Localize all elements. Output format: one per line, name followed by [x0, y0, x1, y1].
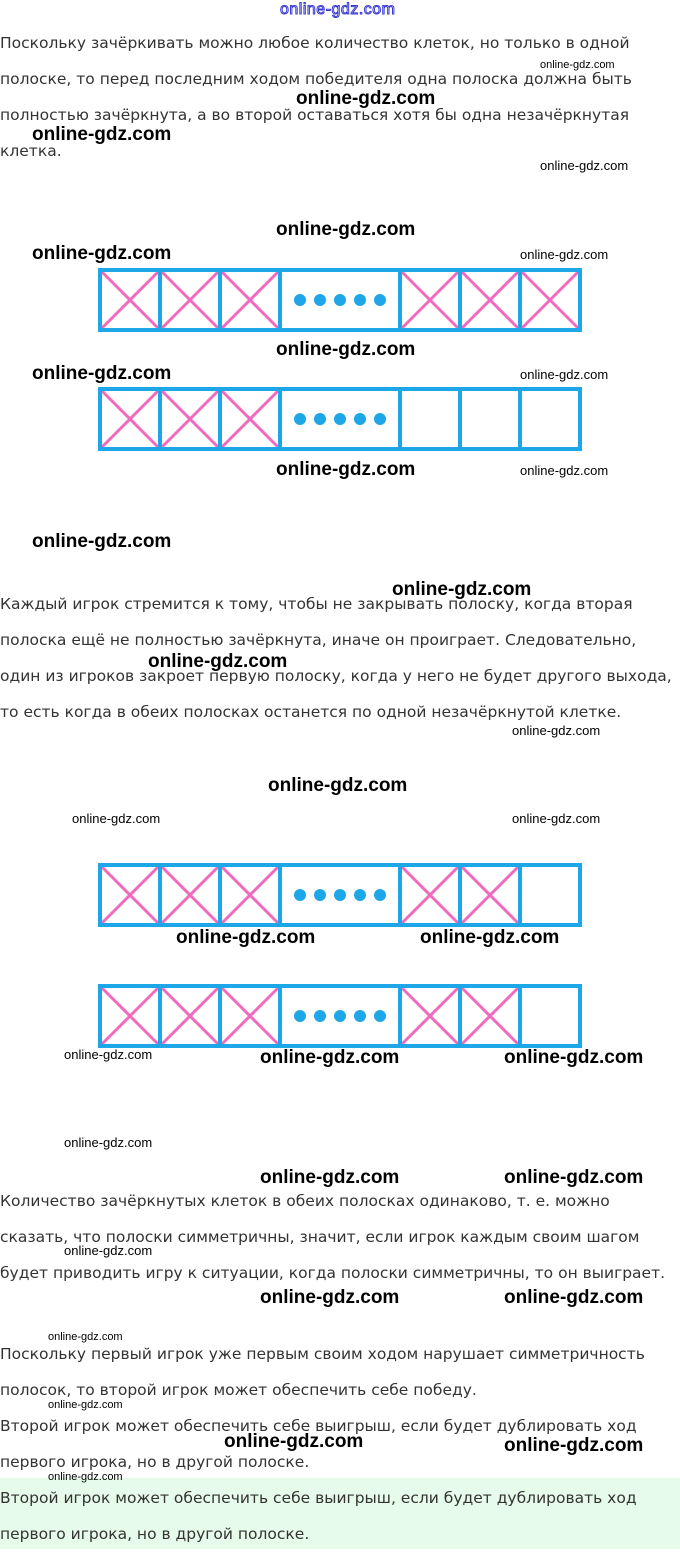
- cell-crossed: [100, 389, 160, 449]
- watermark: online-gdz.com: [32, 243, 172, 264]
- cell-crossed: [460, 270, 520, 330]
- dot: [294, 294, 306, 306]
- cell-dots: [280, 865, 400, 925]
- cell-empty: [520, 865, 580, 925]
- strip: [96, 861, 584, 931]
- watermark: online-gdz.com: [504, 1287, 644, 1308]
- cell-border: [520, 389, 580, 449]
- watermark: online-gdz.com: [64, 1243, 153, 1258]
- watermark: online-gdz.com: [520, 247, 609, 262]
- dot: [354, 889, 366, 901]
- cell-crossed: [160, 389, 220, 449]
- watermark: online-gdz.com: [276, 459, 416, 480]
- watermark: online-gdz.com: [420, 927, 560, 948]
- watermark: online-gdz.com: [504, 1047, 644, 1068]
- dot: [334, 1010, 346, 1022]
- watermark: online-gdz.com: [32, 124, 172, 145]
- cell-crossed: [160, 270, 220, 330]
- cell-crossed: [220, 270, 280, 330]
- cell-empty: [400, 389, 460, 449]
- cell-crossed: [400, 270, 460, 330]
- watermark: online-gdz.com: [64, 1047, 153, 1062]
- watermark: online-gdz.com: [48, 1331, 123, 1343]
- watermark: online-gdz.com: [512, 723, 601, 738]
- watermark: online-gdz.com: [48, 1471, 123, 1483]
- watermark: online-gdz.com: [260, 1287, 400, 1308]
- watermark: online-gdz.com: [276, 339, 416, 360]
- watermark: online-gdz.com: [504, 1167, 644, 1188]
- dot: [374, 889, 386, 901]
- dot: [354, 294, 366, 306]
- cell-crossed: [460, 865, 520, 925]
- cell-border: [520, 986, 580, 1046]
- dot: [294, 1010, 306, 1022]
- cell-crossed: [400, 986, 460, 1046]
- dot: [374, 1010, 386, 1022]
- watermark: online-gdz.com: [48, 1399, 123, 1411]
- cell-empty: [520, 389, 580, 449]
- watermark: online-gdz.com: [32, 531, 172, 552]
- paragraph-4: Поскольку первый игрок уже первым своим ходом нарушает симметричность полосок, то второй игрок может обеспечить себе победу.: [0, 1345, 645, 1399]
- watermark: online-gdz.com: [260, 1167, 400, 1188]
- dot: [294, 889, 306, 901]
- cell-dots: [280, 986, 400, 1046]
- cell-crossed: [220, 986, 280, 1046]
- watermark: online-gdz.com: [392, 579, 532, 600]
- watermark: online-gdz.com: [72, 811, 161, 826]
- dot: [294, 413, 306, 425]
- watermark: online-gdz.com: [540, 158, 629, 173]
- watermark: online-gdz.com: [176, 927, 316, 948]
- cell-border: [460, 389, 520, 449]
- cell-crossed: [520, 270, 580, 330]
- dot: [374, 294, 386, 306]
- cell-dots: [280, 389, 400, 449]
- cell-border: [520, 865, 580, 925]
- dot: [354, 1010, 366, 1022]
- cell-crossed: [160, 865, 220, 925]
- dot: [374, 413, 386, 425]
- watermark: online-gdz.com: [520, 463, 609, 478]
- dot: [334, 294, 346, 306]
- dot: [334, 413, 346, 425]
- watermark: online-gdz.com: [280, 1, 396, 18]
- cell-crossed: [100, 986, 160, 1046]
- cell-empty: [520, 986, 580, 1046]
- dot: [334, 889, 346, 901]
- strip: [96, 385, 584, 455]
- watermark: online-gdz.com: [540, 59, 615, 71]
- watermark: online-gdz.com: [512, 811, 601, 826]
- dot: [314, 889, 326, 901]
- answer-text: Второй игрок может обеспечить себе выигрыш, если будет дублировать ход первого игрока, но в другой полоске.: [0, 1489, 637, 1543]
- strip: [96, 982, 584, 1052]
- cell-crossed: [220, 389, 280, 449]
- watermark: online-gdz.com: [276, 219, 416, 240]
- dot: [314, 413, 326, 425]
- watermark: online-gdz.com: [268, 775, 408, 796]
- cell-border: [400, 389, 460, 449]
- dot: [314, 1010, 326, 1022]
- watermark: online-gdz.com: [520, 367, 609, 382]
- dot: [314, 294, 326, 306]
- cell-dots: [280, 270, 400, 330]
- cell-crossed: [100, 865, 160, 925]
- paragraph-2: Каждый игрок стремится к тому, чтобы не закрывать полоску, когда вторая полоска ещё не полностью зачёркнута, иначе он проиграет. Следовательно, один из игроков закроет первую полоску, когда у него не будет другого выхода, то есть когда в обеих полосках останется по одной незачёркнутой клетке.: [0, 595, 672, 721]
- strip: [96, 266, 584, 336]
- watermark: online-gdz.com: [296, 88, 436, 109]
- answer-box: [0, 1478, 680, 1549]
- watermark: online-gdz.com: [504, 1435, 644, 1456]
- cell-crossed: [460, 986, 520, 1046]
- watermark: online-gdz.com: [148, 651, 288, 672]
- watermark: online-gdz.com: [32, 363, 172, 384]
- watermark: online-gdz.com: [224, 1431, 364, 1452]
- paragraph-3: Количество зачёркнутых клеток в обеих полосках одинаково, т. е. можно сказать, что полоски симметричны, значит, если игрок каждым своим шагом будет приводить игру к ситуации, когда полоски симметричны, то он выиграет.: [0, 1192, 666, 1282]
- watermark: online-gdz.com: [260, 1047, 400, 1068]
- cell-crossed: [160, 986, 220, 1046]
- paragraph-5: Второй игрок может обеспечить себе выигрыш, если будет дублировать ход первого игрока, но в другой полоске.: [0, 1417, 637, 1471]
- cell-crossed: [400, 865, 460, 925]
- paragraph-1: Поскольку зачёркивать можно любое количество клеток, но только в одной полоске, то перед последним ходом победителя одна полоска должна быть полностью зачёркнута, а во второй оставаться хотя бы одна незачёркнутая клетка.: [0, 34, 632, 160]
- watermark: online-gdz.com: [64, 1135, 153, 1150]
- cell-crossed: [220, 865, 280, 925]
- cell-crossed: [100, 270, 160, 330]
- dot: [354, 413, 366, 425]
- cell-empty: [460, 389, 520, 449]
